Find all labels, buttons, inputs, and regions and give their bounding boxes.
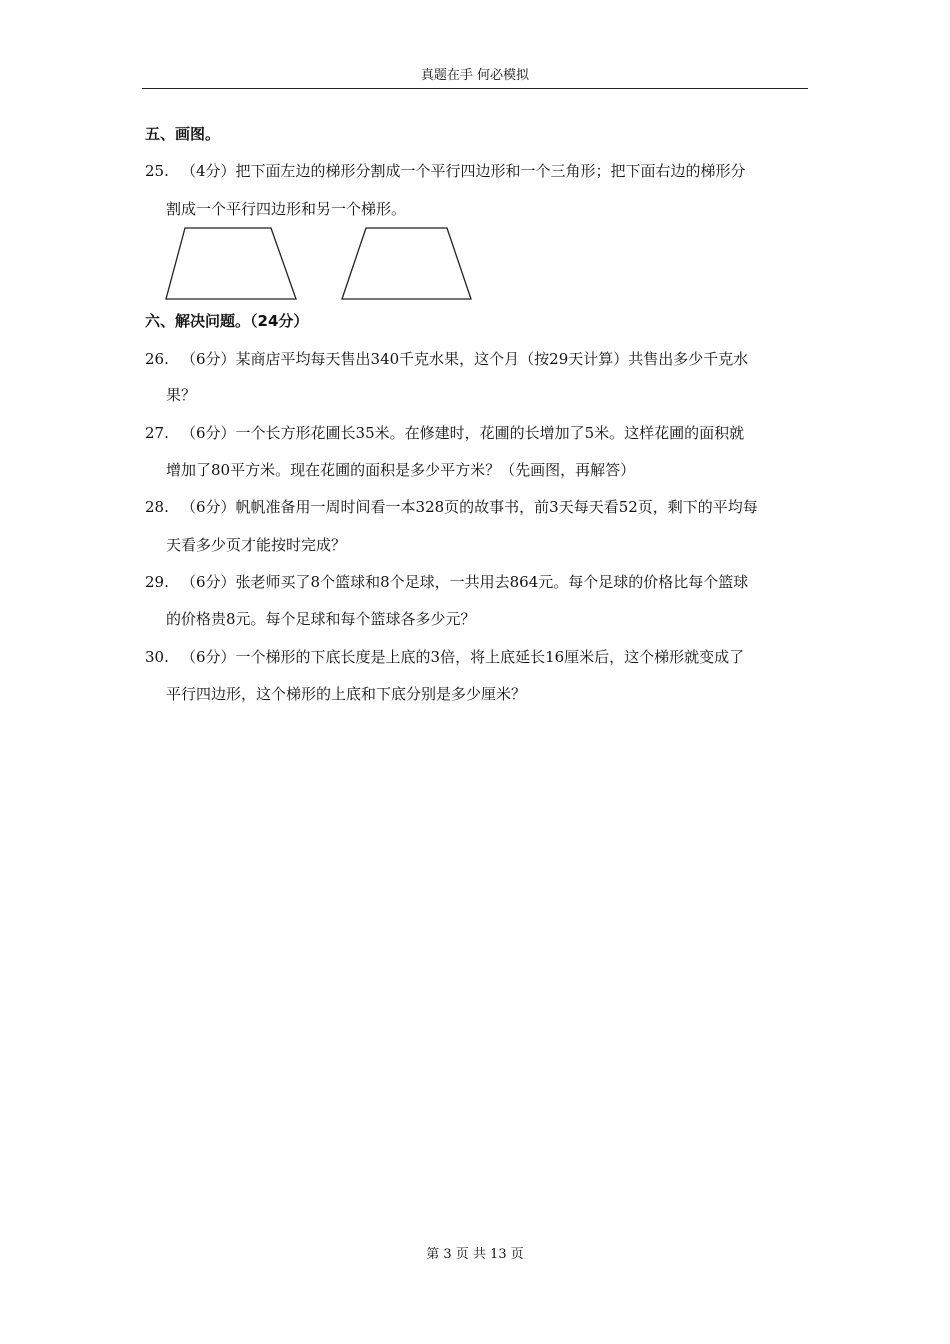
trapezoid-svg xyxy=(163,225,483,305)
question-25 xyxy=(145,161,746,181)
question-number: 27. xyxy=(145,424,169,442)
page-footer: 第 3 页 共 13 页 xyxy=(426,1247,524,1262)
question-26 xyxy=(145,349,748,369)
question-text: （6分）某商店平均每天售出340千克水果，这个月（按29天计算）共售出多少千克水 xyxy=(181,350,749,368)
question-number: 28. xyxy=(145,498,169,516)
page-header: 真题在手 何必模拟 xyxy=(420,68,530,83)
question-28-continued: 天看多少页才能按时完成？ xyxy=(166,536,347,554)
question-text: （4分）把下面左边的梯形分割成一个平行四边形和一个三角形；把下面右边的梯形分 xyxy=(181,162,746,180)
header-divider xyxy=(142,88,808,89)
question-text: （6分）一个长方形花圃长35米。在修建时，花圃的长增加了5米。这样花圃的面积就 xyxy=(181,424,745,442)
question-text: （6分）张老师买了8个篮球和8个足球，一共用去864元。每个足球的价格比每个篮球 xyxy=(181,573,749,591)
question-number: 25. xyxy=(145,162,169,180)
right-trapezoid xyxy=(342,228,471,299)
question-number: 29. xyxy=(145,573,169,591)
section-6-title: 六、解决问题。（24分） xyxy=(145,312,309,330)
question-number: 30. xyxy=(145,648,169,666)
question-29-continued: 的价格贵8元。每个足球和每个篮球各多少元？ xyxy=(166,610,476,628)
question-30-continued: 平行四边形，这个梯形的上底和下底分别是多少厘米？ xyxy=(166,685,527,703)
section-5-title: 五、画图。 xyxy=(145,125,221,143)
question-29 xyxy=(145,572,748,592)
left-trapezoid xyxy=(166,228,296,299)
question-text: （6分）一个梯形的下底长度是上底的3倍，将上底延长16厘米后，这个梯形就变成了 xyxy=(181,648,745,666)
question-25-continued: 割成一个平行四边形和另一个梯形。 xyxy=(166,200,407,218)
question-26-continued: 果？ xyxy=(166,386,197,404)
question-30 xyxy=(145,647,744,667)
question-text: （6分）帆帆准备用一周时间看一本328页的故事书，前3天每天看52页，剩下的平均每 xyxy=(181,498,758,516)
question-27-continued: 增加了80平方米。现在花圃的面积是多少平方米？（先画图，再解答） xyxy=(166,461,636,479)
trapezoid-figures xyxy=(163,225,483,309)
question-27 xyxy=(145,423,744,443)
question-number: 26. xyxy=(145,350,169,368)
question-28 xyxy=(145,497,758,517)
